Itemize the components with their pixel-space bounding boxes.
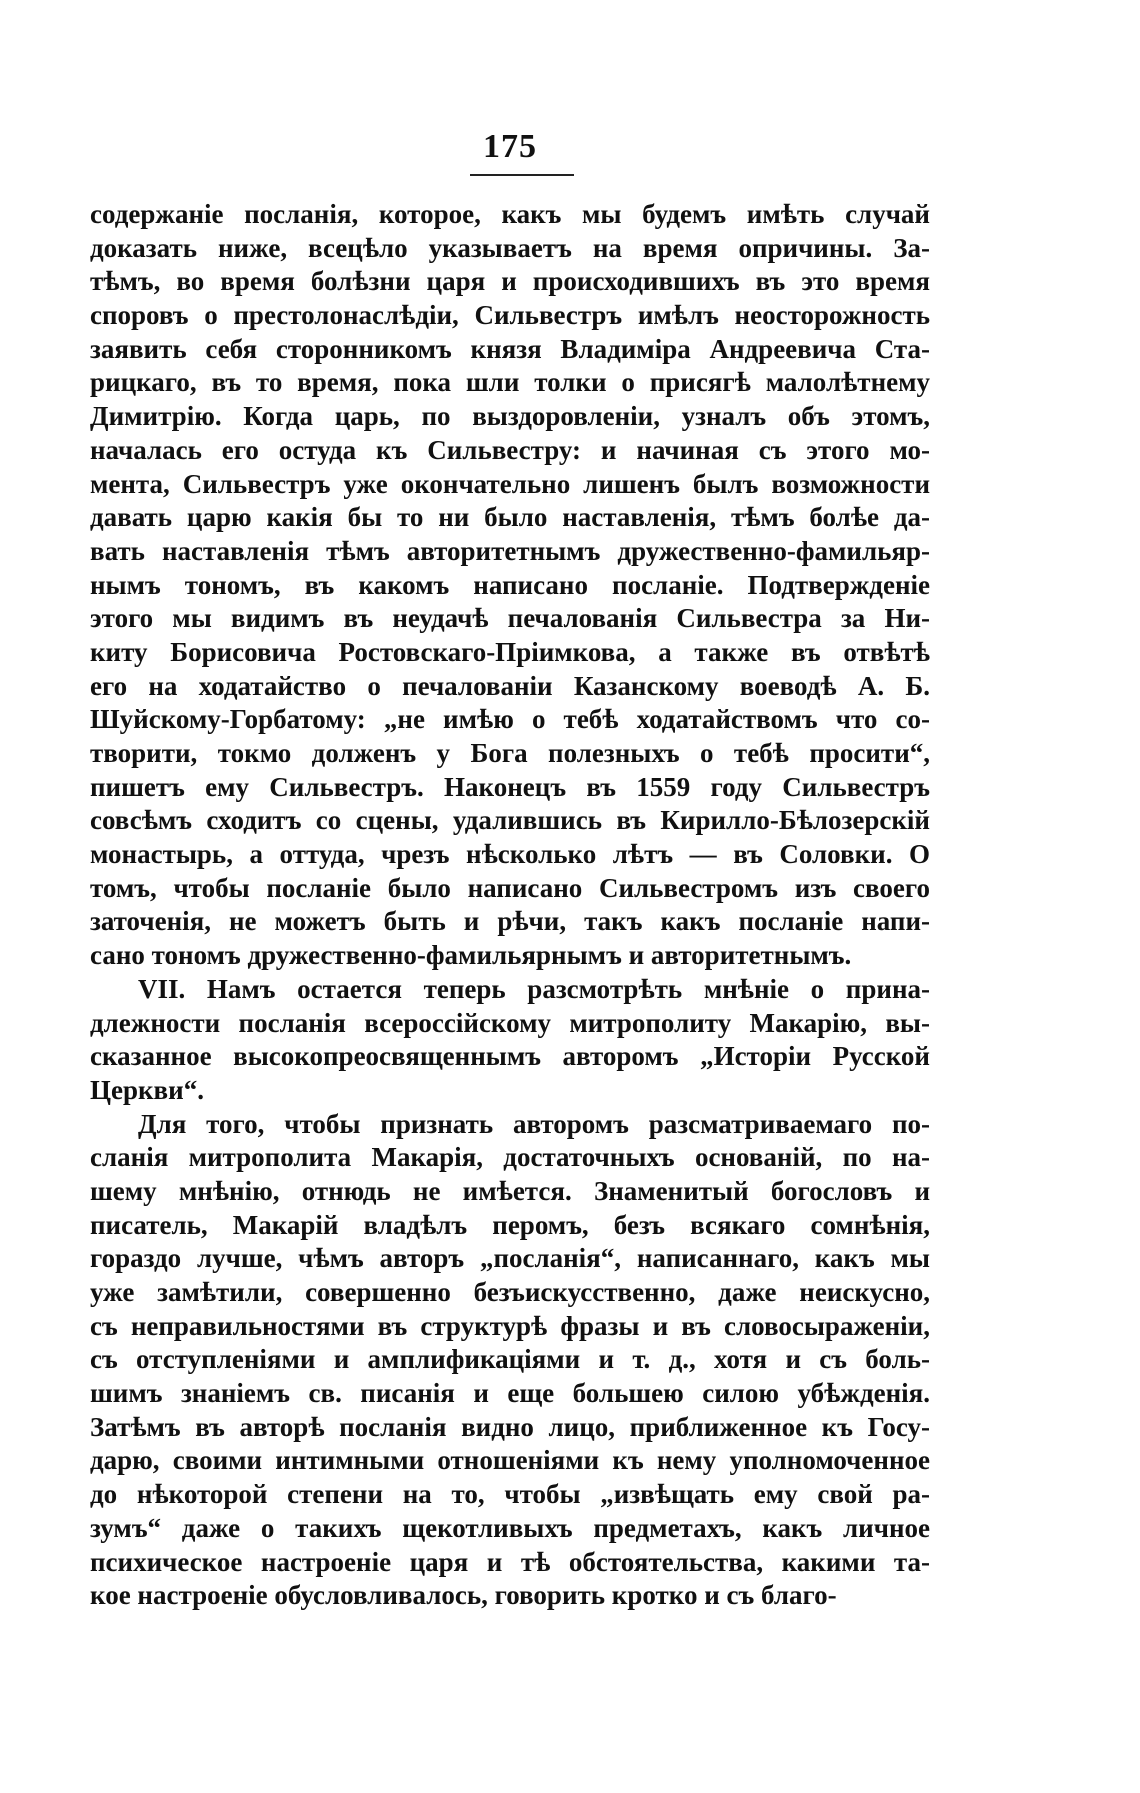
text-line: Шуйскому-Горбатому: „не имѣю о тебѣ ходатайствомъ что со- [90,704,930,735]
text-line: монастырь, а оттуда, чрезъ нѣсколько лѣтъ — въ Соловки. О [90,839,930,870]
text-line: содержаніе посланія, которое, какъ мы будемъ имѣть случай [90,199,930,229]
text-line: шимъ знаніемъ св. писанія и еще большею силою убѣжденія. [90,1378,930,1409]
text-line: доказать ниже, всецѣло указываетъ на время опричины. За- [90,232,930,263]
text-line: его на ходатайство о печалованіи Казанскому воеводѣ А. Б. [90,670,930,701]
text-line: Для того, чтобы признать авторомъ разсматриваемаго по- [138,1108,930,1139]
text-line: творити, токмо долженъ у Бога полезныхъ о тебѣ просити“, [90,738,930,768]
text-line: до нѣкоторой степени на то, чтобы „извѣщать ему свой ра- [90,1479,930,1510]
text-line: съ отступленіями и амплификаціями и т. д., хотя и съ боль- [90,1344,930,1375]
text-line: сланія митрополита Макарія, достаточныхъ основаній, по на- [90,1142,930,1173]
text-line: гораздо лучше, чѣмъ авторъ „посланія“, написаннаго, какъ мы [90,1243,930,1274]
text-line: пишетъ ему Сильвестръ. Наконецъ въ 1559 году Сильвестръ [90,771,930,802]
text-line: мента, Сильвестръ уже окончательно лишенъ былъ возможности [90,468,930,499]
text-line: шему мнѣнію, отнюдь не имѣется. Знаменитый богословъ и [90,1175,930,1206]
text-line: зумъ“ даже о такихъ щекотливыхъ предметахъ, какъ личное [90,1512,930,1543]
text-line: этого мы видимъ въ неудачѣ печалованія Сильвестра за Ни- [90,603,930,634]
text-line: совсѣмъ сходитъ со сцены, удалившись въ Кирилло-Бѣлозерскій [90,805,930,836]
text-line: заточенія, не можетъ быть и рѣчи, такъ какъ посланіе напи- [90,906,930,937]
text-line: Димитрію. Когда царь, по выздоровленіи, узналъ объ этомъ, [90,401,930,432]
text-line: дарю, своими интимными отношеніями къ нему уполномоченное [90,1445,930,1476]
text-line: нымъ тономъ, въ какомъ написано посланіе. Подтвержденіе [90,569,930,600]
text-line: психическое настроеніе царя и тѣ обстоятельства, какими та- [90,1546,930,1577]
text-line: споровъ о престолонаслѣдіи, Сильвестръ имѣлъ неосторожность [90,300,930,331]
body-text [90,198,930,1613]
text-line: сказанное высокопреосвященнымъ авторомъ „Исторіи Русской [90,1041,930,1072]
text-line: VII. Намъ остается теперь разсмотрѣть мнѣніе о прина- [138,973,930,1004]
text-line: сано тономъ дружественно-фамильярнымъ и авторитетнымъ. [90,940,852,971]
text-line: вать наставленія тѣмъ авторитетнымъ дружественно-фамильяр- [90,535,930,566]
page-number: 175 [483,128,537,165]
paragraphs [90,198,930,1613]
text-line: давать царю какія бы то ни было наставленія, тѣмъ болѣе да- [90,502,930,533]
text-line: тѣмъ, во время болѣзни царя и происходившихъ въ это время [90,266,930,297]
text-line: длежности посланія всероссійскому митрополиту Макарію, вы- [90,1007,930,1038]
text-line: рицкаго, въ то время, пока шли толки о присягѣ малолѣтнему [90,367,930,398]
text-line: уже замѣтили, совершенно безъискусственно, даже неискусно, [90,1277,930,1307]
text-line: заявить себя сторонникомъ князя Владиміра Андреевича Ста- [90,333,930,364]
text-line: томъ, чтобы посланіе было написано Сильвестромъ изъ своего [90,872,930,903]
text-line: киту Борисовича Ростовскаго-Пріимкова, а также въ отвѣтѣ [90,636,930,667]
text-line: началась его остуда къ Сильвестру: и начиная съ этого мо- [90,434,930,465]
text-line: писатель, Макарій владѣлъ перомъ, безъ всякаго сомнѣнія, [90,1209,930,1240]
text-line: Церкви“. [90,1074,204,1105]
text-line: съ неправильностями въ структурѣ фразы и въ словосыраженіи, [90,1310,930,1341]
page-number-rule [470,174,574,176]
text-line: Затѣмъ въ авторѣ посланія видно лицо, приближенное къ Госу- [90,1411,930,1442]
text-line: кое настроеніе обусловливалось, говорить кротко и съ благо- [90,1580,837,1611]
